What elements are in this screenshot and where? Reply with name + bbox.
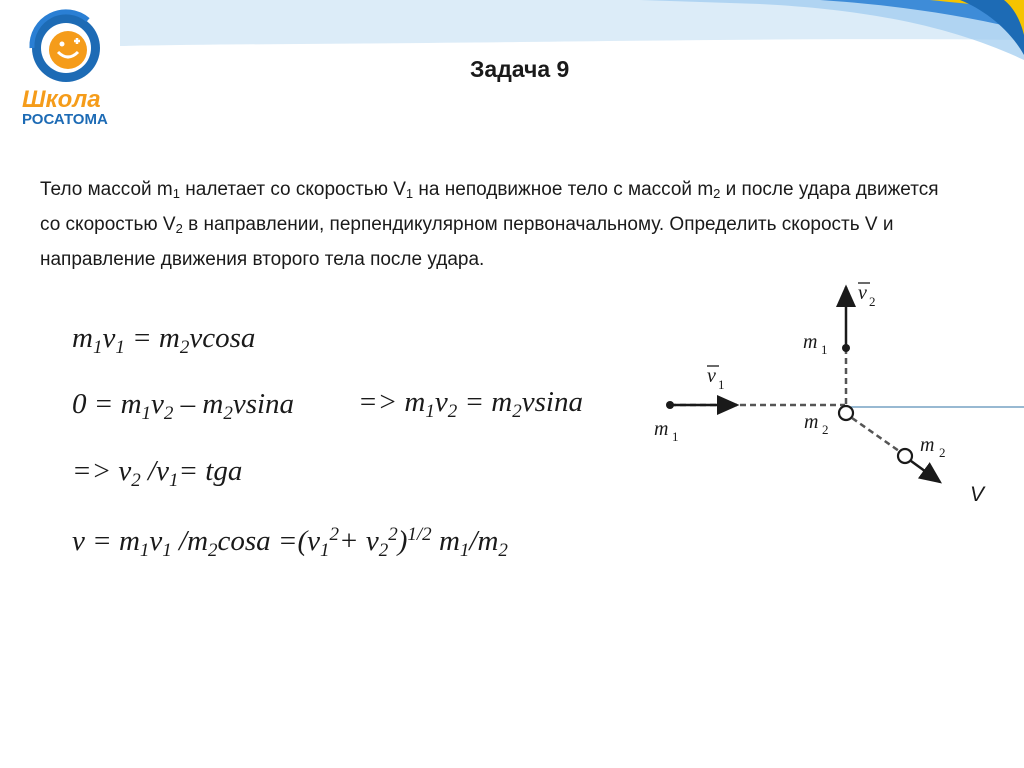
label-m2-center xyxy=(804,411,829,437)
equation-momentum-x: $m_1v_1 = m_2vcosa$ xyxy=(72,322,256,358)
svg-text:2: 2 xyxy=(869,294,876,309)
label-m2-out xyxy=(920,434,946,460)
label-v2 xyxy=(858,282,876,309)
label-v1 xyxy=(707,365,725,392)
equation-tangent: => $v_2$ $/v_1=$ tga xyxy=(72,455,243,491)
body-m2-collision xyxy=(839,406,853,420)
svg-text:m: m xyxy=(920,434,935,456)
slide-title: Задача 9 xyxy=(470,56,570,82)
problem-statement: Тело массой $m_1$ налетает со скоростью $V_1$ на неподвижное тело с массой $m_2$ и после удара движется со скоростью $V_2$ в направлении, перпендикулярном первоначальному. Определить скорость V и направление движения второго тела после удара. xyxy=(40,179,939,270)
svg-text:v: v xyxy=(858,282,867,304)
equation-momentum-y-result: => $m_1v_2 = m_2vsina$ xyxy=(358,386,583,422)
collision-diagram xyxy=(640,275,1024,515)
logo-text-school: Школа xyxy=(22,86,101,113)
equation-momentum-y: $0 = m_1v_2 - m_2vsina$ xyxy=(72,388,295,424)
svg-text:v: v xyxy=(707,365,716,387)
body-m1-start xyxy=(666,401,674,409)
m2-path-dashed xyxy=(852,418,899,451)
svg-text:m: m xyxy=(803,331,818,353)
svg-text:1: 1 xyxy=(718,377,725,392)
v-arrow xyxy=(911,461,940,482)
label-m1-top xyxy=(803,331,828,357)
logo-text-rosatom: РОСАТОМА xyxy=(22,111,108,128)
svg-text:2: 2 xyxy=(822,422,829,437)
equation-velocity: $v = m_1v_1$ $/m_2\cos a =(v_1^2+ v_2^2)^{1/2}$ $m_1/m_2$ xyxy=(72,524,508,561)
svg-text:m: m xyxy=(804,411,819,433)
svg-text:1: 1 xyxy=(821,342,828,357)
svg-text:m: m xyxy=(654,418,669,440)
label-m1-left xyxy=(654,418,679,444)
label-v-result: V xyxy=(970,483,985,506)
svg-text:1: 1 xyxy=(672,429,679,444)
body-m1-after xyxy=(842,344,850,352)
svg-text:2: 2 xyxy=(939,445,946,460)
body-m2-after xyxy=(898,449,912,463)
